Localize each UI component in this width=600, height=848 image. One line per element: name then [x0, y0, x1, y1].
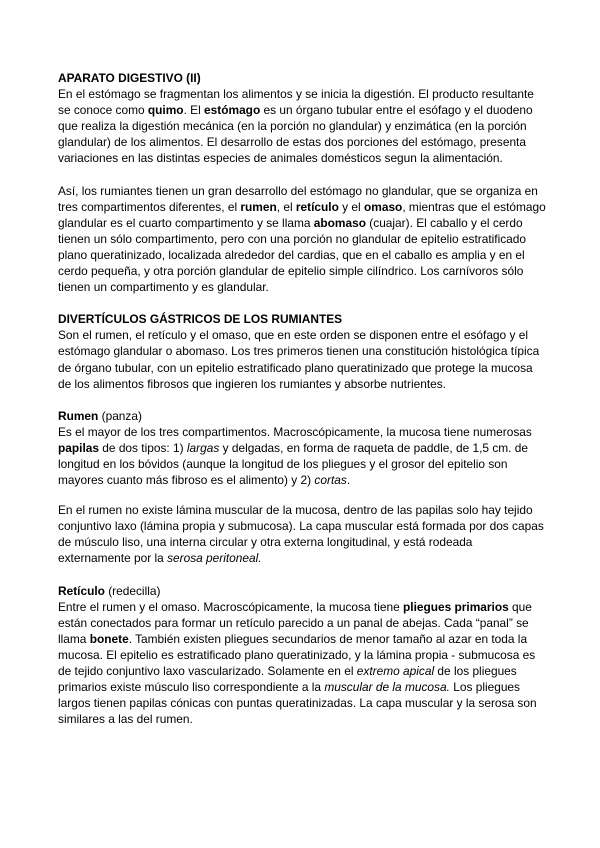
reticulo-title: Retículo — [58, 583, 105, 598]
text-run: , mientras que el estómago glandular es el cuarto compartimento y se llama — [58, 199, 546, 230]
text-run: (cuajar). El caballo y el cerdo tienen un sólo compartimento, pero con una porción no glandular de epitelio estratificado plano queratinizado, localizada alrededor del cardias, que en el caballo es amplia y en el cerdo pequeña, y otra porción glandular de epitelio simple cilíndrico. Los carnívoros sólo tienen un compartimento y es glandular. — [58, 215, 526, 295]
text-run: En el rumen no existe lámina muscular de la mucosa, dentro de las papilas solo hay tejido conjuntivo laxo (lámina propia y submucosa). La capa muscular está formada por dos capas de músculo liso, una interna circular y otra externa longitudinal, y está rodeada externamente por la — [58, 503, 544, 566]
section-heading-diverticulos: DIVERTÍCULOS GÁSTRICOS DE LOS RUMIANTES — [58, 312, 343, 327]
text-run: . También existen pliegues secundarios de menor tamaño al azar en toda la mucosa. El epitelio es estratificado plano queratinizado, y la lámina propia - submucosa es de tejido conjuntivo laxo vascularizado. Solamente en el — [58, 631, 536, 678]
text-run: y el — [338, 199, 364, 214]
text-run: muscular de la mucosa. — [324, 680, 450, 695]
text-run: Es el mayor de los tres compartimentos. Macroscópicamente, la mucosa tiene numerosas — [58, 424, 532, 439]
text-run: cortas — [314, 473, 347, 488]
text-run: serosa peritoneal. — [167, 551, 262, 566]
text-run: de los pliegues primarios existe músculo liso correspondiente a la — [58, 664, 517, 695]
rumen-title: Rumen — [58, 408, 99, 423]
text-run: Entre el rumen y el omaso. Macroscópicamente, la mucosa tiene — [58, 599, 403, 614]
text-run: abomaso — [313, 215, 366, 230]
text-run: que están conectados para formar un retículo parecido a un panal de abejas. Cada “panal” se llama — [58, 599, 532, 646]
text-run: es un órgano tubular entre el esófago y el duodeno que realiza la digestión mecánica (en la porción no glandular) y enzimática (en la porción glandular) de los alimentos. El desarrollo de estas dos porciones del estómago, presenta variaciones en las distintas especies de animales domésticos segun la alimentación. — [58, 103, 533, 166]
text-run: En el estómago se fragmentan los alimentos y se inicia la digestión. El producto resultante se conoce como — [58, 87, 534, 118]
text-run: , el — [276, 199, 296, 214]
intro-paragraph — [58, 86, 548, 166]
subheading-rumen — [58, 408, 548, 424]
text-run: extremo apical — [356, 664, 435, 678]
diverticulos-paragraph — [58, 327, 548, 391]
text-run: papilas — [58, 440, 99, 455]
text-run: omaso — [364, 199, 403, 214]
text-run: rumen — [240, 199, 277, 214]
rumen-alias: (panza) — [98, 408, 142, 423]
text-run: . — [346, 473, 351, 488]
text-run: bonete — [89, 631, 129, 646]
text-run: . El — [183, 103, 205, 118]
reticulo-paragraph — [58, 599, 548, 728]
subheading-reticulo — [58, 583, 548, 599]
rumen-paragraph-1 — [58, 424, 548, 488]
text-run: quimo — [147, 103, 184, 118]
text-run: pliegues primarios — [403, 599, 509, 614]
text-run: de dos tipos: 1) — [98, 440, 187, 455]
text-run: Los pliegues largos tienen papilas cónicas con puntas queratinizadas. La capa muscular y la serosa son similares a las del rumen. — [58, 680, 537, 727]
text-run: estómago — [204, 103, 261, 118]
rumen-paragraph-2 — [58, 502, 548, 566]
document-page — [58, 70, 548, 727]
text-run: Así, los rumiantes tienen un gran desarrollo del estómago no glandular, que se organiza en tres compartimentos diferentes, el — [58, 183, 538, 214]
rumiantes-paragraph — [58, 183, 548, 296]
text-run: largas — [186, 440, 220, 455]
reticulo-alias: (redecilla) — [104, 583, 161, 598]
document-title: APARATO DIGESTIVO (II) — [58, 71, 201, 85]
text-run: retículo — [295, 199, 339, 214]
text-run: Son el rumen, el retículo y el omaso, que en este orden se disponen entre el esófago y el estómago glandular o abomaso. Los tres primeros tienen una constitución histológica típica de órgano tubular, con un epitelio estratificado plano queratinizado que protege la mucosa de los alimentos fibrosos que ingieren los rumiantes y absorbe nutrientes. — [58, 328, 540, 391]
text-run: y delgadas, en forma de raqueta de paddle, de 1,5 cm. de longitud en los bóvidos (aunque la longitud de los pliegues y el grosor del epitelio son mayores cuanto más fibroso es el alimento) y 2) — [58, 440, 529, 488]
